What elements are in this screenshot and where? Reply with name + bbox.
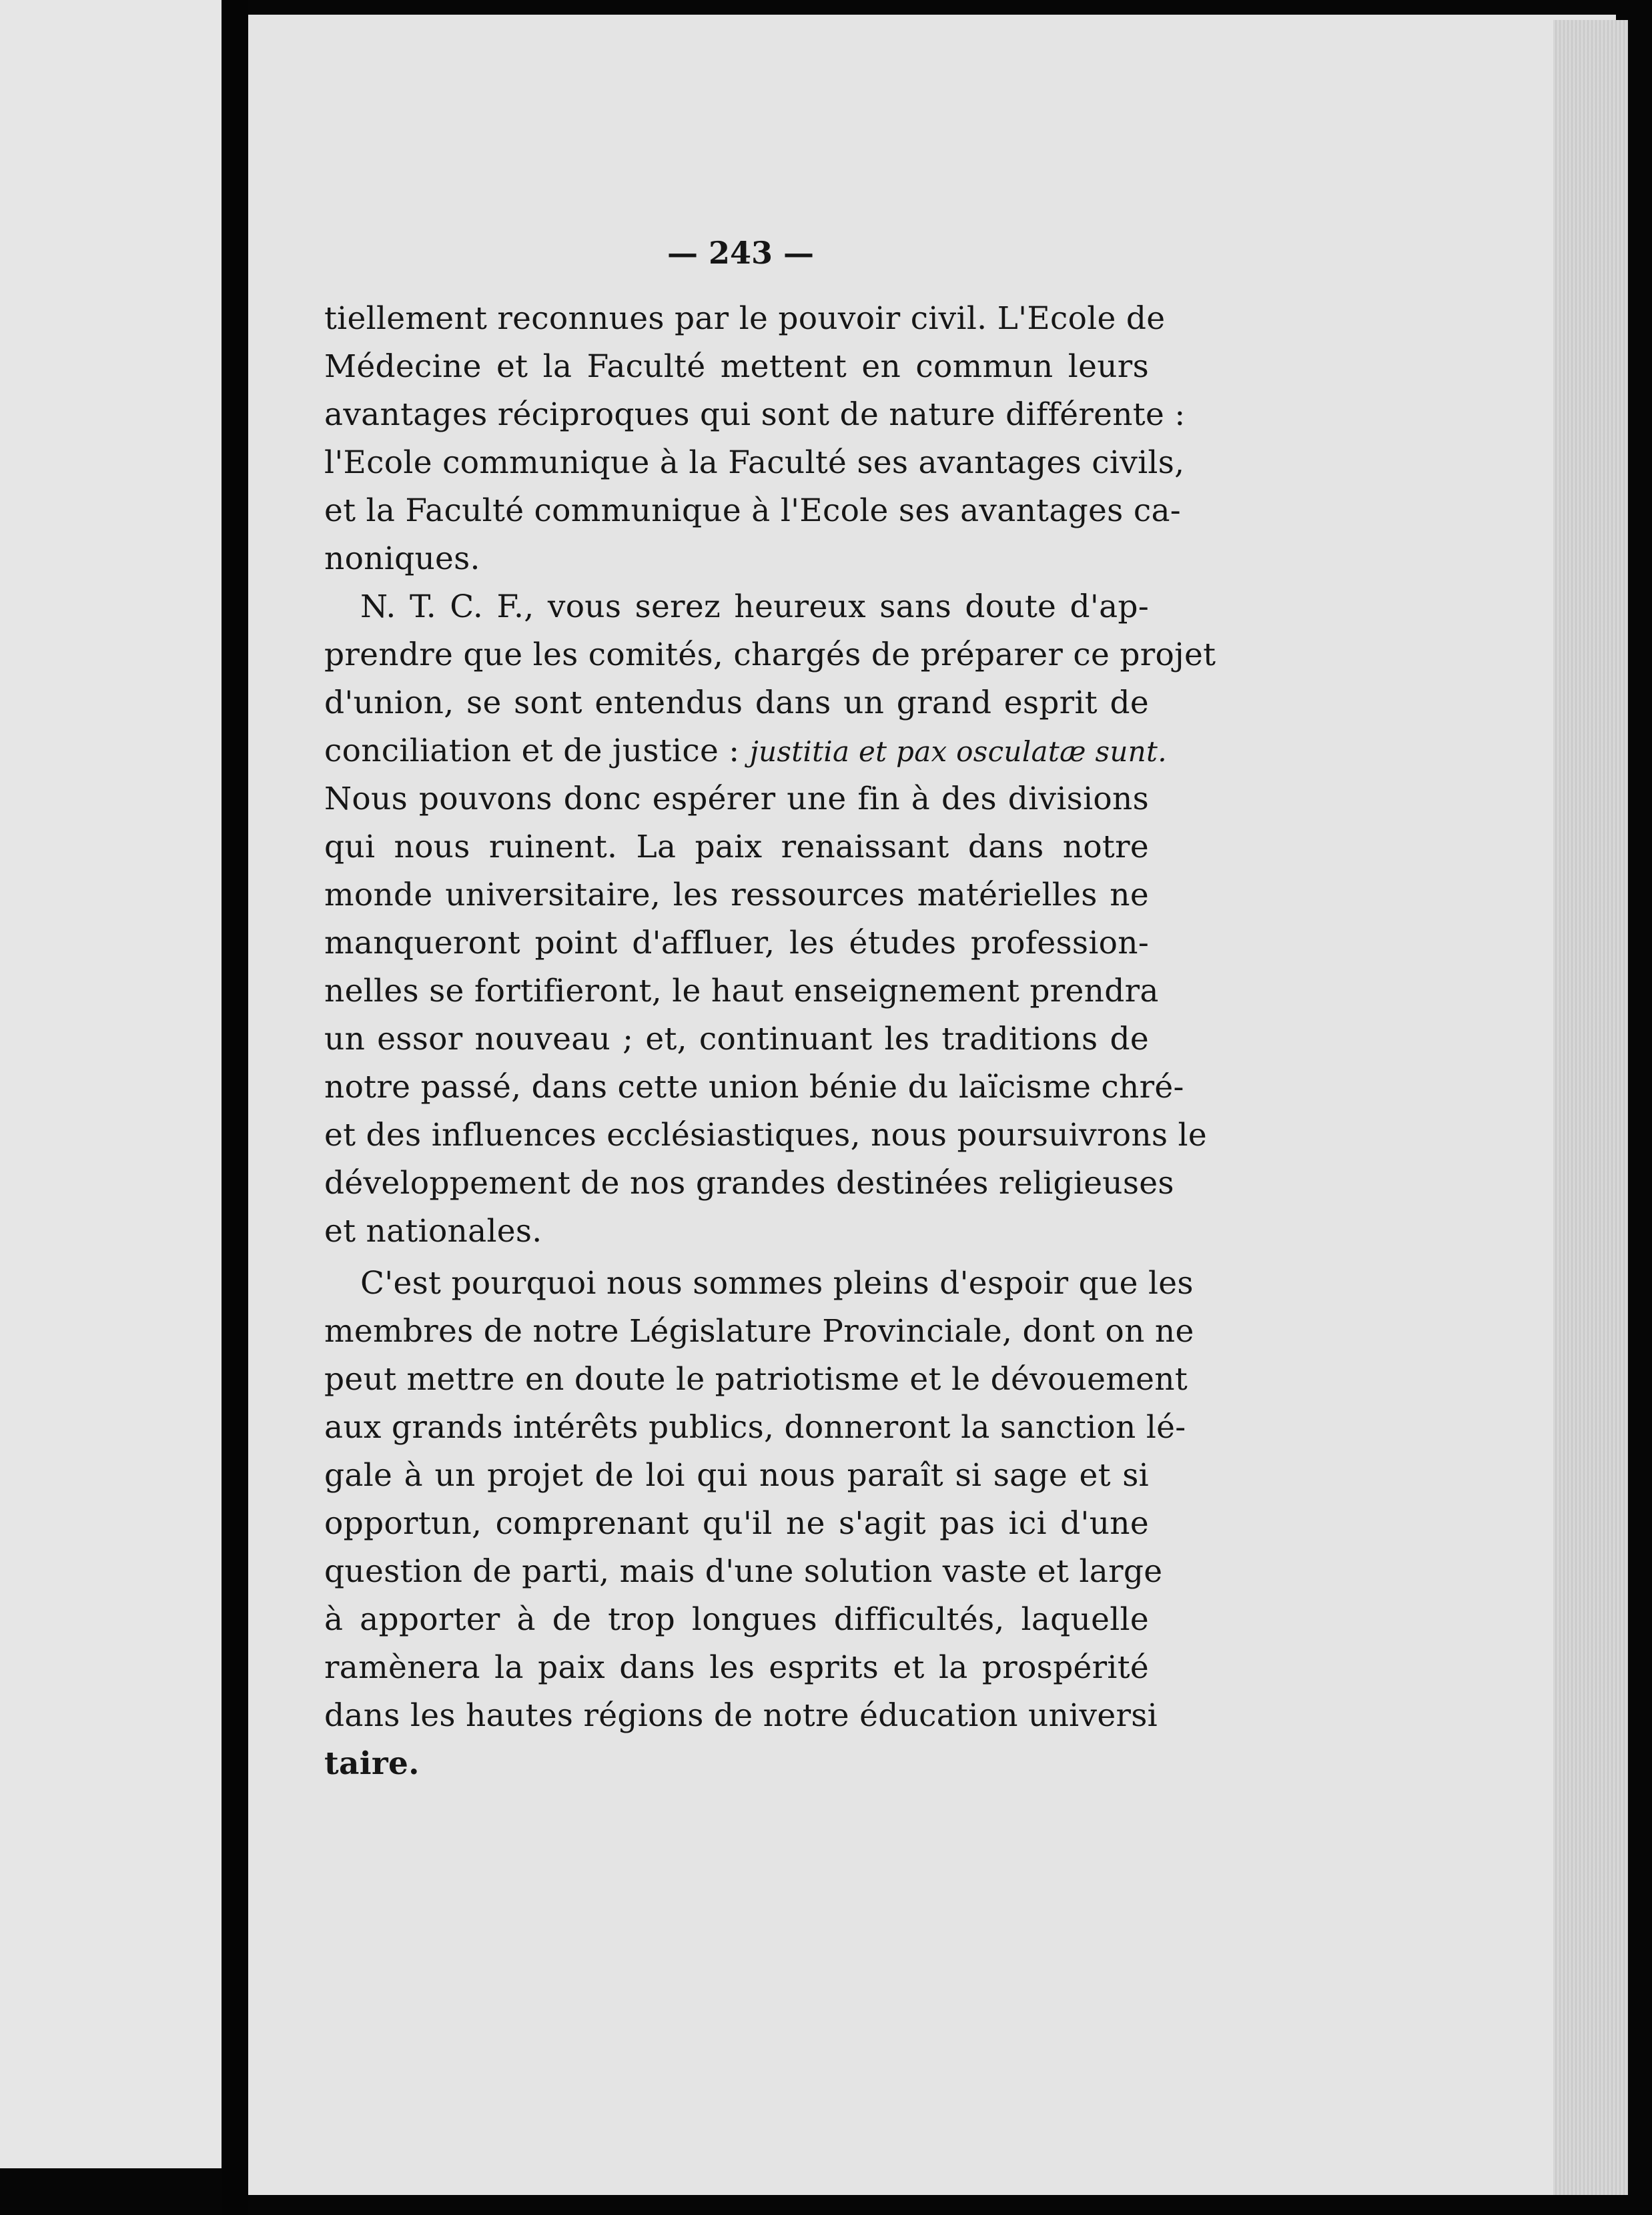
text-line: taire. bbox=[324, 1745, 420, 1782]
text-line bbox=[324, 733, 1167, 769]
text-line: un essor nouveau ; et, continuant les traditions de bbox=[324, 1021, 1149, 1057]
text-line: C'est pourquoi nous sommes pleins d'espoir que les bbox=[360, 1265, 1194, 1302]
text-line: ramènera la paix dans les esprits et la prospérité bbox=[324, 1649, 1149, 1686]
text-line: d'union, se sont entendus dans un grand esprit de bbox=[324, 685, 1149, 721]
text-line: Médecine et la Faculté mettent en commun leurs bbox=[324, 348, 1149, 385]
text-line: notre passé, dans cette union bénie du laïcisme chré- bbox=[324, 1069, 1184, 1105]
text-line: dans les hautes régions de notre éducation universi bbox=[324, 1697, 1158, 1734]
text-line: qui nous ruinent. La paix renaissant dans notre bbox=[324, 829, 1149, 865]
page-number: — 243 — bbox=[667, 235, 815, 271]
text-line: manqueront point d'affluer, les études profession- bbox=[324, 925, 1149, 961]
text-line: monde universitaire, les ressources matérielles ne bbox=[324, 877, 1149, 913]
text-line-roman: conciliation et de justice : bbox=[324, 733, 740, 769]
text-line: développement de nos grandes destinées religieuses bbox=[324, 1165, 1174, 1202]
text-line: noniques. bbox=[324, 540, 480, 577]
text-line: nelles se fortifieront, le haut enseignement prendra bbox=[324, 973, 1159, 1009]
text-line: aux grands intérêts publics, donneront la sanction lé- bbox=[324, 1409, 1186, 1446]
text-line: N. T. C. F., vous serez heureux sans doute d'ap- bbox=[360, 588, 1149, 625]
latin-quote: justitia et pax osculatæ sunt. bbox=[749, 735, 1167, 768]
text-line: l'Ecole communique à la Faculté ses avantages civils, bbox=[324, 444, 1185, 481]
text-line: avantages réciproques qui sont de nature différente : bbox=[324, 396, 1186, 433]
text-line: à apporter à de trop longues difficultés, laquelle bbox=[324, 1601, 1149, 1638]
text-line: prendre que les comités, chargés de préparer ce projet bbox=[324, 636, 1216, 673]
text-line: question de parti, mais d'une solution vaste et large bbox=[324, 1553, 1163, 1590]
text-line: membres de notre Législature Provinciale, dont on ne bbox=[324, 1313, 1194, 1350]
page-edges bbox=[1553, 20, 1628, 2195]
text-line: et des influences ecclésiastiques, nous poursuivrons le bbox=[324, 1117, 1207, 1154]
text-line: gale à un projet de loi qui nous paraît si sage et si bbox=[324, 1457, 1149, 1494]
text-line: et la Faculté communique à l'Ecole ses avantages ca- bbox=[324, 492, 1181, 529]
text-line: opportun, comprenant qu'il ne s'agit pas ici d'une bbox=[324, 1505, 1149, 1542]
text-line: Nous pouvons donc espérer une fin à des divisions bbox=[324, 781, 1149, 817]
text-line: peut mettre en doute le patriotisme et le dévouement bbox=[324, 1361, 1188, 1398]
left-facing-page bbox=[0, 0, 222, 2168]
text-line: tiellement reconnues par le pouvoir civil. L'Ecole de bbox=[324, 300, 1166, 337]
text-line: et nationales. bbox=[324, 1213, 542, 1250]
book-gutter bbox=[222, 0, 248, 2215]
